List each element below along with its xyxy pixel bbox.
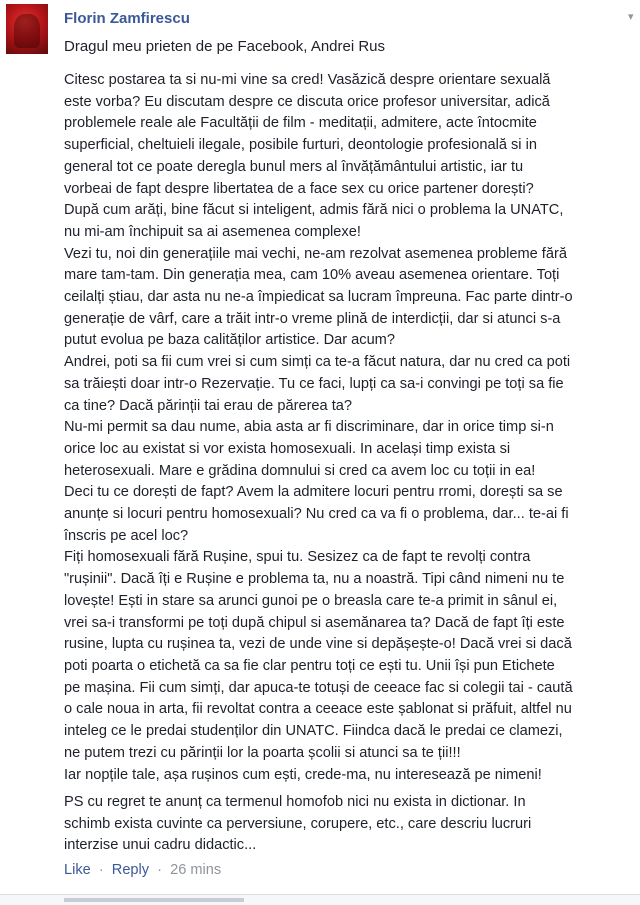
comment-line: După cum arăți, bine făcut si inteligent, admis fără nici o problema la UNATC, xyxy=(64,202,564,219)
comment-line: sa trăiești doar intr-o Rezervație. Tu ce faci, lupți ca sa-i convingi pe toți sa fie xyxy=(64,375,564,392)
comment-line: anunțe si locuri pentru homosexuali? Nu cred ca va fi o problema, dar... te-ai fi xyxy=(64,506,569,523)
comment-line: este vorba? Eu discutam despre ce discuta orice profesor universitar, adică xyxy=(64,93,550,110)
action-separator: · xyxy=(98,862,104,878)
comment-line: Iar nopțile tale, așa rușinos cum ești, crede-ma, nu interesează pe nimeni! xyxy=(64,766,542,783)
comment-author[interactable]: Florin Zamfirescu xyxy=(64,10,190,27)
comment-body xyxy=(64,70,636,786)
comment-line: Vezi tu, noi din generațiile mai vechi, ne-am rezolvat asemenea probleme fără xyxy=(64,245,567,262)
comment-line: problemele reale ale Facultății de film - meditații, admitere, acte întocmite xyxy=(64,115,537,132)
comment-line: Fiți homosexuali fără Rușine, spui tu. Sesizez ca de fapt te revolți contra xyxy=(64,549,531,566)
avatar[interactable] xyxy=(6,4,48,54)
comment-line: general tot ce poate deregla bunul mers al învățământului artistic, iar tu xyxy=(64,158,524,175)
comment-line: inteleg ce le predai studenților din UNATC. Fiindca dacă le predai ce clamezi, xyxy=(64,723,563,740)
comment-line: Nu-mi permit sa dau nume, abia asta ar fi discriminare, dar in orice timp si-n xyxy=(64,419,554,436)
comment-line: pe mașina. Fii cum simți, dar apuca-te totuși de ceeace fac si colegii tai - caută xyxy=(64,679,573,696)
comment-line: ceilalți știau, dar asta nu ne-a împiedicat sa lucram împreuna. Fac parte dintr-o xyxy=(64,289,573,306)
comment-line: superficial, cheltuieli ilegale, posibile furturi, deontologie profesională si in xyxy=(64,137,537,154)
comment-line: generație de vârf, care a trăit intr-o vreme plină de interdicții, dar si atunci s-a xyxy=(64,310,561,327)
comment-line: mare tam-tam. Din generația mea, cam 10% aveau asemenea orientare. Toți xyxy=(64,267,560,284)
comment-actions xyxy=(64,862,221,878)
comment-line: vorbeai de fapt despre libertatea de a face sex cu orice partener dorești? xyxy=(64,180,534,197)
comment-line: Deci tu ce dorești de fapt? Avem la admitere locuri pentru rromi, dorești sa se xyxy=(64,484,563,501)
comment-line: ne putem trezi cu părinții lor la poarta școlii si atunci sa te ții!!! xyxy=(64,744,461,761)
reply-link[interactable]: Reply xyxy=(111,862,150,878)
comment-line: heterosexuali. Mare e grădina domnului si cred ca avem loc cu toții in ea! xyxy=(64,462,536,479)
comment-greeting: Dragul meu prieten de pe Facebook, Andrei Rus xyxy=(64,38,386,55)
like-link[interactable]: Like xyxy=(64,862,91,878)
comment-line: "rușinii". Dacă îți e Rușine e problema ta, nu a noastră. Tipi când nimeni nu te xyxy=(64,571,565,588)
comment-line: poti poarta o etichetă ca sa fie clar pentru toți ce ești tu. Unii își pun Etichete xyxy=(64,657,555,674)
comment-line: o cale noua in arta, fii revoltat contra a ceeace este șablonat si prăfuit, altfel nu xyxy=(64,701,572,718)
comment-line: Andrei, poti sa fii cum vrei si cum simți ca te-a făcut natura, dar nu cred ca poti xyxy=(64,354,571,371)
comment-line: lovește! Ești in stare sa arunci gunoi pe o breasla care te-a primit in sânul ei, xyxy=(64,592,558,609)
comment-line: schimb exista cuvinte ca perversiune, corupere, etc., care descriu lucruri xyxy=(64,815,532,832)
action-separator: · xyxy=(157,862,163,878)
comment-line: înscris pe acel loc? xyxy=(64,527,189,544)
comment-line: interzise unui cadru didactic... xyxy=(64,837,257,854)
comment-line: Citesc postarea ta si nu-mi vine sa cred! Vasăzică despre orientare sexuală xyxy=(64,72,551,88)
comment-line: rusine, lupta cu rușinea ta, vezi de unde vine si depășește-o! Dacă vrei si dacă xyxy=(64,636,572,653)
comment-timestamp[interactable]: 26 mins xyxy=(170,862,222,878)
comment-line: vrei sa-i transformi pe toți după chipul si asemănarea ta? Dacă de fapt îți este xyxy=(64,614,565,631)
comment-line: ca tine? Dacă părinții tai erau de părerea ta? xyxy=(64,397,352,414)
comment-line: PS cu regret te anunț ca termenul homofob nici nu exista in dictionar. In xyxy=(64,794,526,810)
comment-line: putut evolua pe baza calităților artistice. Dar acum? xyxy=(64,332,395,349)
next-comment-cutoff xyxy=(64,898,244,902)
next-comment-preview xyxy=(0,894,640,905)
comment-line: nu mi-am închipuit sa ai asemenea complexe! xyxy=(64,223,361,240)
comment-line: orice loc au existat si vor exista homosexuali. In același timp exista si xyxy=(64,440,511,457)
chevron-down-icon[interactable]: ▾ xyxy=(628,11,634,23)
comment-postscript xyxy=(64,792,636,857)
